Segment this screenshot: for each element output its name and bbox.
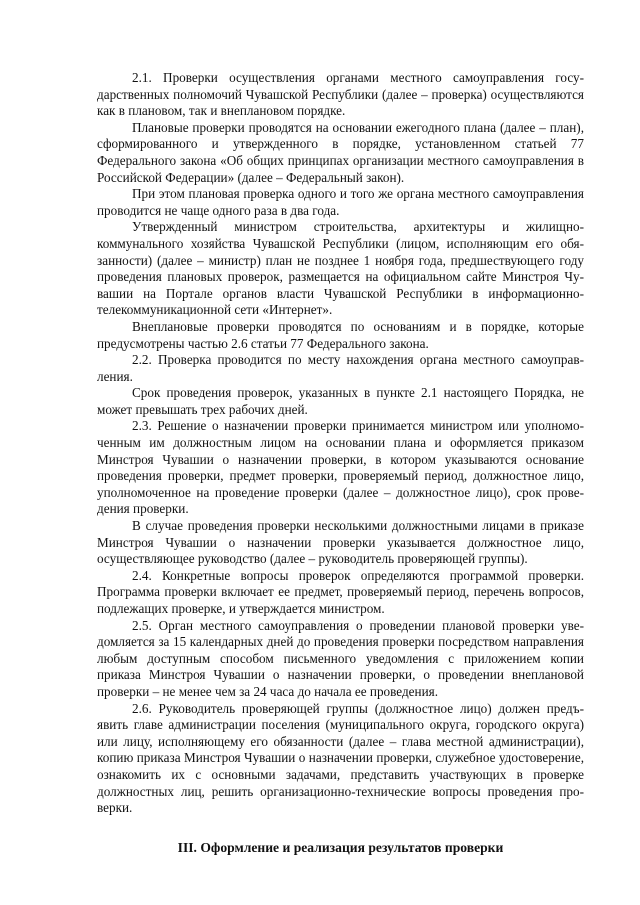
- paragraph: При этом плановая проверка одного и того же органа местного самоуправления проводится не чаще одного раза в два года.: [97, 186, 584, 218]
- paragraph: 2.4. Конкретные вопросы проверок определяются программой проверки. Программа проверки включает ее предмет, проверяемый период, перечень вопросов, подлежащих проверке, и утверждается министром.: [97, 567, 584, 616]
- section-heading: III. Оформление и реализация результатов проверки: [177, 839, 504, 855]
- paragraph: 2.5. Орган местного самоуправления о проведении плановой проверки уведомляется за 15 календарных дней до проведения проверки посредством направления любым доступным способом письменного уведомления с приложением копии приказа Минстроя Чувашии о назначении проверки, о проведении внеплановой проверки – не менее чем за 24 часа до начала ее проведения.: [97, 617, 584, 699]
- paragraph: 2.3. Решение о назначении проверки принимается министром или уполномоченным им должностным лицом на основании плана и оформляется приказом Минстроя Чувашии о назначении проверки, в котором указываются основание проведения проверки, предмет проверки, проверяемый период, должностное лицо, уполномоченное на проведение проверки (далее – должностное лицо), срок проведения проверки.: [97, 418, 584, 517]
- paragraph: 2.1. Проверки осуществления органами местного самоуправления государственных полномочий Чувашской Республики (далее – проверка) осуществляются как в плановом, так и внеплановом порядке.: [97, 70, 584, 119]
- paragraph: 2.6. Руководитель проверяющей группы (должностное лицо) должен предъявить главе администрации поселения (муниципального округа, городского округа) или лицу, исполняющему его обязанности (далее – глава местной администрации), копию приказа Минстроя Чувашии о назначении проверки, служебное удостоверение, ознакомить их с основными задачами, представить участвующих в проверке должностных лиц, решить организационно-технические вопросы проведения проверки.: [97, 700, 584, 816]
- paragraph: 2.2. Проверка проводится по месту нахождения органа местного самоуправления.: [97, 352, 584, 384]
- paragraph: Срок проведения проверок, указанных в пункте 2.1 настоящего Порядка, не может превышать трех рабочих дней.: [97, 385, 584, 417]
- paragraph: Утвержденный министром строительства, архитектуры и жилищно-коммунального хозяйства Чувашской Республики (лицом, исполняющим его обязанности) (далее – министр) план не позднее 1 ноября года, предшествующего году проведения плановых проверок, размещается на официальном сайте Минстроя Чувашии на Портале органов власти Чувашской Республики в информационно-телекоммуникационной сети «Интернет».: [97, 219, 584, 318]
- paragraph: Внеплановые проверки проводятся по основаниям и в порядке, которые предусмотрены частью 2.6 статьи 77 Федерального закона.: [97, 318, 584, 351]
- paragraph: Плановые проверки проводятся на основании ежегодного плана (далее – план), сформированного и утвержденного в порядке, установленном статьей 77 Федерального закона «Об общих принципах организации местного самоуправления в Российской Федерации» (далее – Федеральный закон).: [97, 119, 584, 185]
- paragraph: В случае проведения проверки несколькими должностными лицами в приказе Минстроя Чувашии о назначении проверки указывается должностное лицо, осуществляющее руководство (далее – руководитель проверяющей группы).: [97, 518, 584, 567]
